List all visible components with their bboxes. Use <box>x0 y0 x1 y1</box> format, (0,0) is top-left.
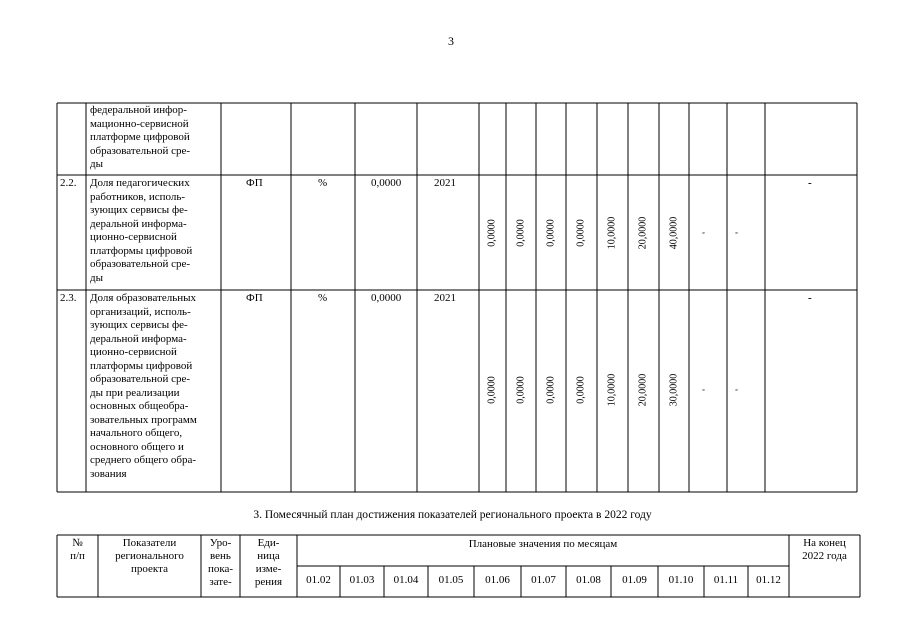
month-header: 01.04 <box>393 574 419 586</box>
month-value: 0,0000 <box>486 219 498 247</box>
month-value: 20,0000 <box>637 373 649 407</box>
unit: % <box>318 177 328 189</box>
month-header: 01.07 <box>531 574 556 586</box>
month-value: 0,0000 <box>575 376 587 404</box>
month-value: 20,0000 <box>637 216 649 250</box>
month-value: 0,0000 <box>515 219 527 247</box>
header-plan-by-month: Плановые значения по месяцам <box>468 538 618 550</box>
month-value: 0,0000 <box>515 376 527 404</box>
month-value: 10,0000 <box>606 216 618 250</box>
month-value: 0,0000 <box>486 376 498 404</box>
continuation-text: федеральной инфор- мационно-сервисной платформе цифровой образовательной сре- ды <box>90 104 191 170</box>
header-indicators: Показатели регионального проекта <box>115 537 184 575</box>
month-value: 30,0000 <box>668 373 680 407</box>
month-header: 01.09 <box>622 574 647 586</box>
month-header: 01.03 <box>349 574 375 586</box>
indicator-level: ФП <box>246 177 263 189</box>
section-title: 3. Помесячный план достижения показателей регионального проекта в 2022 году <box>253 509 652 521</box>
month-value: ' <box>701 389 713 391</box>
indicator-text: Доля образовательных организаций, исполь- зующих сервисы фе- деральной информа- ционно-сервисной платформы цифровой образовательной сре- ды при реализации основных общеобра- зовательных программ начального общего, основного общего и среднего общего обра- зования <box>90 292 197 480</box>
month-value: ' <box>734 232 746 234</box>
month-value: 0,0000 <box>545 376 557 404</box>
month-header: 01.06 <box>485 574 510 586</box>
month-header: 01.05 <box>438 574 464 586</box>
end-value: - <box>808 292 812 304</box>
indicator-text: Доля педагогических работников, исполь- зующих сервисы фе- деральной информа- ционно-сервисной платформы цифровой образовательной сре- ды <box>90 177 193 284</box>
unit: % <box>318 292 328 304</box>
base-value: 0,0000 <box>371 292 402 304</box>
month-header: 01.11 <box>713 574 739 586</box>
month-value: ' <box>734 389 746 391</box>
month-value: 0,0000 <box>575 219 587 247</box>
month-header: 01.10 <box>668 574 694 586</box>
header-year-end: На конец 2022 года <box>802 537 847 562</box>
base-year: 2021 <box>434 292 456 304</box>
page-number: 3 <box>448 34 454 48</box>
end-value: - <box>808 177 812 189</box>
month-header: 01.12 <box>756 574 781 586</box>
month-header: 01.02 <box>306 574 331 586</box>
base-year: 2021 <box>434 177 456 189</box>
month-value: ' <box>701 232 713 234</box>
header-level: Уро- вень пока- зате- <box>207 537 234 588</box>
row-number: 2.3. <box>60 292 77 304</box>
month-value: 40,0000 <box>668 216 680 250</box>
row-number: 2.2. <box>60 177 77 189</box>
base-value: 0,0000 <box>371 177 402 189</box>
header-number: № п/п <box>70 537 85 562</box>
header-unit: Еди- ница изме- рения <box>254 537 283 588</box>
month-header: 01.08 <box>576 574 601 586</box>
indicator-level: ФП <box>246 292 263 304</box>
month-value: 10,0000 <box>606 373 618 407</box>
month-value: 0,0000 <box>545 219 557 247</box>
